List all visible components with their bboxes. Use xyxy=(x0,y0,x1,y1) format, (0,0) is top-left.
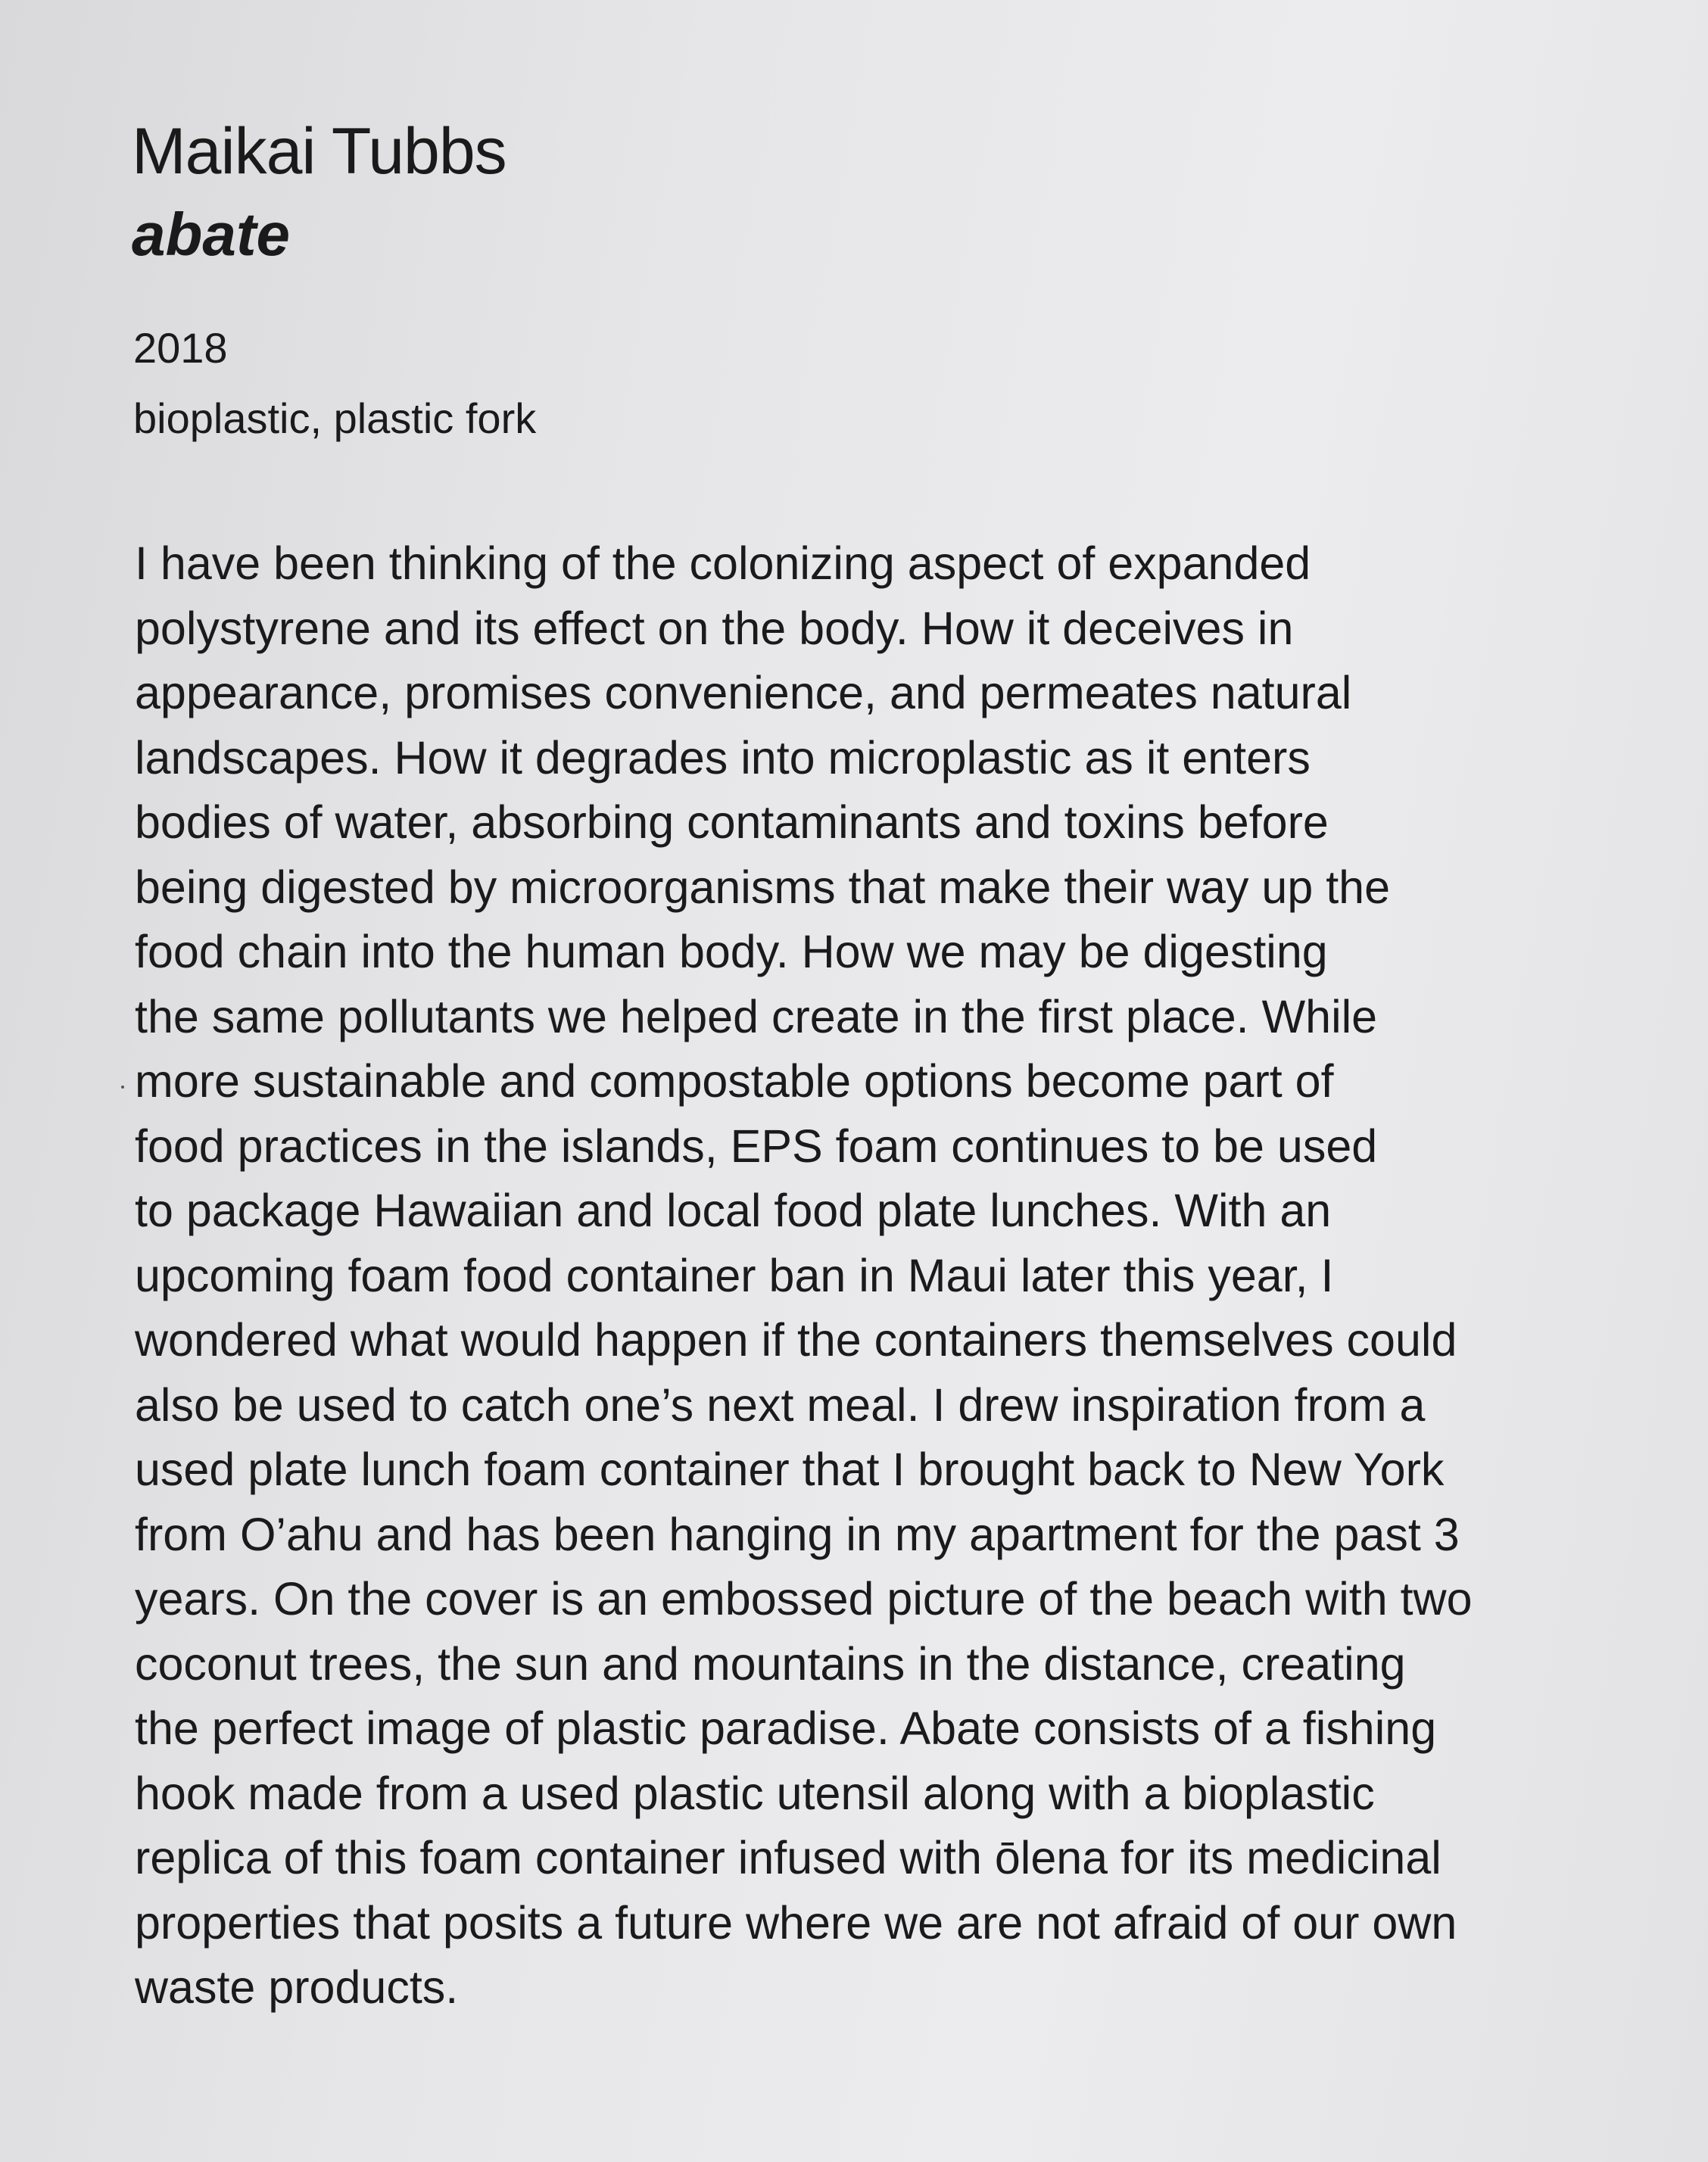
statement-line: years. On the cover is an embossed picture of the beach with two xyxy=(135,1573,1473,1625)
artwork-year: 2018 xyxy=(133,324,228,372)
statement-line: landscapes. How it degrades into microplastic as it enters xyxy=(135,731,1311,783)
statement-line: the perfect image of plastic paradise. Abate consists of a fishing xyxy=(135,1702,1437,1754)
statement-line: replica of this foam container infused with ōlena for its medicinal xyxy=(135,1832,1442,1883)
statement-line: upcoming foam food container ban in Maui later this year, I xyxy=(135,1249,1334,1301)
statement-line: I have been thinking of the colonizing aspect of expanded xyxy=(135,537,1311,589)
statement-line: appearance, promises convenience, and permeates natural xyxy=(135,667,1352,718)
statement-line: also be used to catch one’s next meal. I drew inspiration from a xyxy=(135,1379,1426,1431)
dust-speck xyxy=(121,1086,124,1089)
statement-line: the same pollutants we helped create in the first place. While xyxy=(135,990,1378,1042)
statement-line: properties that posits a future where we are not afraid of our own xyxy=(135,1896,1457,1949)
statement-line: being digested by microorganisms that make their way up the xyxy=(135,861,1391,913)
statement-line: wondered what would happen if the containers themselves could xyxy=(135,1314,1457,1366)
artist-name: Maikai Tubbs xyxy=(132,115,506,188)
artwork-medium: bioplastic, plastic fork xyxy=(133,394,537,442)
artwork-title: abate xyxy=(132,201,290,268)
statement-line: coconut trees, the sun and mountains in the distance, creating xyxy=(135,1637,1406,1690)
statement-line: food chain into the human body. How we may be digesting xyxy=(135,926,1328,977)
statement-line: used plate lunch foam container that I brought back to New York xyxy=(135,1444,1445,1495)
statement-line: bodies of water, absorbing contaminants and toxins before xyxy=(135,796,1329,848)
statement-line: more sustainable and compostable options become part of xyxy=(135,1055,1334,1107)
statement-line: hook made from a used plastic utensil along with a bioplastic xyxy=(135,1767,1375,1819)
statement-line: polystyrene and its effect on the body. How it deceives in xyxy=(135,602,1294,654)
statement-line: to package Hawaiian and local food plate lunches. With an xyxy=(135,1185,1332,1236)
statement-line: food practices in the islands, EPS foam continues to be used xyxy=(135,1120,1378,1172)
statement-line: from O’ahu and has been hanging in my apartment for the past 3 xyxy=(135,1508,1460,1560)
artist-statement xyxy=(135,531,1619,2020)
statement-line: waste products. xyxy=(135,1961,459,2013)
